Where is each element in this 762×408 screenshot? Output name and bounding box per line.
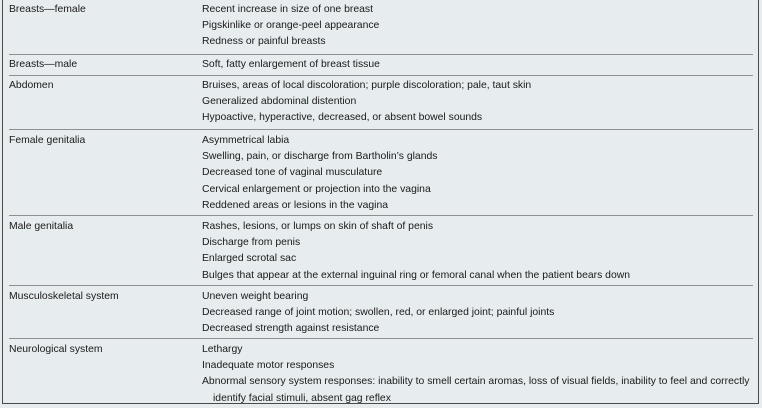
row-label: Breasts—female bbox=[9, 4, 86, 15]
list-item: Soft, fatty enlargement of breast tissue bbox=[202, 59, 380, 70]
row-label: Musculoskeletal system bbox=[9, 291, 119, 302]
list-item: Rashes, lesions, or lumps on skin of shaft of penis bbox=[202, 221, 434, 232]
list-item: Uneven weight bearing bbox=[202, 291, 309, 302]
list-item: Lethargy bbox=[202, 344, 243, 355]
list-item: Bulges that appear at the external inguinal ring or femoral canal when the patient bears down bbox=[202, 269, 631, 281]
row-items bbox=[202, 289, 753, 338]
list-item: Redness or painful breasts bbox=[202, 36, 326, 48]
table-row bbox=[9, 54, 753, 75]
row-items bbox=[202, 133, 753, 215]
list-item: Discharge from penis bbox=[202, 237, 301, 249]
list-item: Bruises, areas of local discoloration; purple discoloration; pale, taut skin bbox=[202, 80, 532, 91]
list-item: Inadequate motor responses bbox=[202, 360, 335, 372]
row-label: Male genitalia bbox=[9, 221, 74, 232]
list-item: Generalized abdominal distention bbox=[202, 96, 357, 108]
assessment-findings-table bbox=[9, 0, 753, 406]
row-items bbox=[202, 219, 753, 285]
list-item: Pigskinlike or orange-peel appearance bbox=[202, 20, 380, 32]
row-items bbox=[202, 2, 753, 54]
list-item: Swelling, pain, or discharge from Bartholin’s glands bbox=[202, 151, 438, 163]
list-item: Decreased range of joint motion; swollen, red, or enlarged joint; painful joints bbox=[202, 307, 555, 319]
list-item: Hypoactive, hyperactive, decreased, or absent bowel sounds bbox=[202, 112, 483, 124]
row-label: Neurological system bbox=[9, 344, 103, 355]
table-row bbox=[9, 0, 753, 54]
row-label: Abdomen bbox=[9, 80, 54, 91]
list-item: Reddened areas or lesions in the vagina bbox=[202, 199, 389, 211]
list-item: Decreased tone of vaginal musculature bbox=[202, 167, 383, 179]
table-row bbox=[9, 338, 753, 406]
list-item: Abnormal sensory system responses: inability to smell certain aromas, loss of visual fields, inability to feel and correctly identify facial stimuli, absent gag reflex bbox=[202, 376, 750, 404]
row-items bbox=[202, 57, 753, 75]
list-item: Asymmetrical labia bbox=[202, 135, 290, 146]
row-label: Female genitalia bbox=[9, 135, 86, 146]
list-item: Decreased strength against resistance bbox=[202, 323, 380, 335]
table-row bbox=[9, 285, 753, 338]
list-item: Cervical enlargement or projection into the vagina bbox=[202, 183, 431, 195]
table-row bbox=[9, 75, 753, 129]
list-item: Recent increase in size of one breast bbox=[202, 4, 373, 15]
row-items bbox=[202, 78, 753, 129]
table-row bbox=[9, 215, 753, 285]
table-row bbox=[9, 129, 753, 215]
list-item: Enlarged scrotal sac bbox=[202, 253, 297, 265]
row-label: Breasts—male bbox=[9, 59, 78, 70]
row-items bbox=[202, 342, 762, 406]
